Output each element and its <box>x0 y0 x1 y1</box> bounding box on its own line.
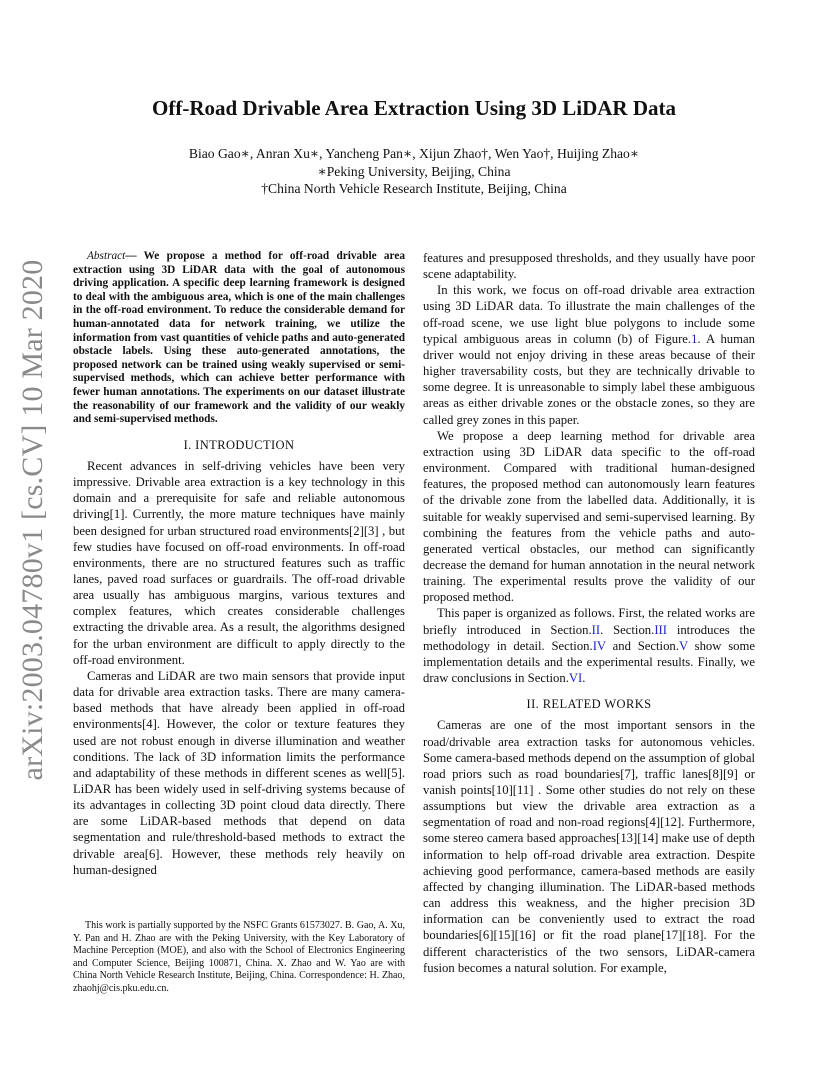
section-ref-link-v[interactable]: V <box>678 638 688 653</box>
section-ref-link-iii[interactable]: III <box>654 622 667 637</box>
related-works-paragraph-1: Cameras are one of the most important sensors in the road/drivable area extraction tasks for autonomous vehicles. Some camera-based methods depend on the assumption of global road priors such as road boundaries[7], traffic lanes[8][9] or vanish points[10][11] . Some other studies do not rely on these assumptions but view the drivable area extraction as a segmentation of road and non-road regions[4][12]. Furthermore, some stereo camera based approaches[13][14] make use of depth information to help off-road drivable area extraction. Despite achieving good performance, camera-based methods are easily affected by changing illumination. The LiDAR-based methods can address this weakness, and the higher precision 3D information can be conveniently used to extract the road boundaries[6][15][16] or fit the road plane[17][18]. For the different characteristics of the two sensors, LiDAR-camera fusion becomes a natural solution. For example, <box>423 718 755 975</box>
author-list: Biao Gao∗, Anran Xu∗, Yancheng Pan∗, Xijun Zhao†, Wen Yao†, Huijing Zhao∗ <box>188 146 640 161</box>
affiliation-peking: ∗Peking University, Beijing, China <box>317 164 511 179</box>
section-ref-link-vi[interactable]: VI <box>568 671 583 686</box>
right-column <box>423 250 755 976</box>
intro-paragraph-3 <box>423 282 755 427</box>
intro-p5-text-c: introduces the methodology in detail. Section. <box>423 622 755 653</box>
intro-p5-text-b: . Section. <box>600 622 655 637</box>
figure-ref-link[interactable]: 1 <box>691 331 698 346</box>
intro-paragraph-4: We propose a deep learning method for drivable area extraction using 3D LiDAR data specific to the off-road environment. Compared with traditional human-designed features, the proposed method can autonomously learn features of the drivable zone from the labelled data. Additionally, it is suitable for weakly supervised and semi-supervised learning. By combining the features from the vehicle paths and auto-generated vertical obstacles, our method can significantly decrease the demand for human annotation in the neural network training. The experimental results prove the validity of our proposed method. <box>423 428 755 605</box>
abstract-text: — We propose a method for off-road drivable area extraction using 3D LiDAR data with the goal of autonomous driving application. A specific deep learning framework is designed to deal with the ambiguous area, which is one of the main challenges in the off-road environment. To reduce the considerable demand for human-annotated data for network training, we utilize the information from vast quantities of vehicle paths and auto-generated obstacle labels. Using these auto-generated annotations, the proposed network can be trained using weakly supervised or semi-supervised methods, which can achieve better performance with fewer human annotations. The experiments on our dataset illustrate the reasonability of our framework and the validity of our weakly and semi-supervised methods. <box>73 250 405 426</box>
affiliation-cnvri: †China North Vehicle Research Institute, Beijing, China <box>261 181 567 196</box>
section-ref-link-iv[interactable]: IV <box>592 638 606 653</box>
intro-paragraph-2: Cameras and LiDAR are two main sensors that provide input data for drivable area extraction tasks. There are many camera-based methods that have already been applied in off-road environments[4]. However, the color or texture features they used are not robust enough in diverse illumination and weather conditions. The lack of 3D information limits the performance and adaptability of these methods in different scenes as well[5]. LiDAR has been widely used in self-driving systems because of its advantages in collecting 3D point cloud data directly. There are some LiDAR-based methods that depend on data segmentation and rule/threshold-based methods to extract the drivable area[6]. However, these methods rely heavily on human-designed <box>73 668 405 877</box>
paper-title: Off-Road Drivable Area Extraction Using 3D LiDAR Data <box>152 96 676 120</box>
abstract-label: Abstract <box>87 250 126 262</box>
intro-paragraph-2-continued: features and presupposed thresholds, and they usually have poor scene adaptability. <box>423 251 755 282</box>
section-heading-introduction: I. INTRODUCTION <box>183 437 295 452</box>
intro-paragraph-1: Recent advances in self-driving vehicles have been very impressive. Drivable area extraction is a key technology in this domain and a prerequisite for safe and reliable autonomous driving[1]. Currently, the more mature techniques have mainly been designed for urban structured road environments[2][3] , but few studies have focused on off-road environments. In off-road environments, there are no structured features such as traffic lanes, paved road surfaces or guardrails. The off-road drivable area usually has ambiguous margins, various textures and complex features, which creates considerable challenges extracting the drivable area. As a result, the algorithms designed for the urban environment are difficult to apply directly to the off-road environment. <box>73 458 405 667</box>
intro-p5-text-e: show some implementation details and the experimental results. Finally, we draw conclusions in Section. <box>423 638 755 686</box>
intro-p5-text-d: and Section. <box>605 638 679 653</box>
intro-p5-text-f: . <box>582 671 586 686</box>
arxiv-stamp <box>8 259 58 781</box>
intro-p3-text: In this work, we focus on off-road drivable area extraction using 3D LiDAR data. To illustrate the main challenges of the off-road scene, we use light blue polygons to include some typical ambiguous areas in column (b) of Figure. <box>423 283 755 346</box>
intro-p5-text-a: This paper is organized as follows. First, the related works are briefly introduced in Section. <box>423 606 755 637</box>
section-ref-link-ii[interactable]: II <box>591 622 601 637</box>
left-column <box>73 250 405 878</box>
arxiv-stamp-text: arXiv:2003.04780v1 [cs.CV] 10 Mar 2020 <box>16 259 49 781</box>
intro-p3-text-end: . A human driver would not enjoy driving in these areas because of their higher traversability costs, but they are technically drivable to some degree. It is unreasonable to simply label these ambiguous areas as either drivable zones or the obstacle zones, so they are called grey zones in this paper. <box>423 331 755 427</box>
footnote-text: This work is partially supported by the NSFC Grants 61573027. B. Gao, A. Xu, Y. Pan and H. Zhao are with the Peking University, with the Key Laboratory of Machine Perception (MOE), and also with the School of Electronics Engineering and Computer Science, Beijing 100871, China. X. Zhao and W. Yao are with China North Vehicle Research Institute, Beijing, China. Correspondence: H. Zhao, zhaohj@cis.pku.edu.cn. <box>73 920 405 994</box>
footnote <box>73 920 405 996</box>
abstract <box>73 250 405 427</box>
section-heading-related-works: II. RELATED WORKS <box>526 697 652 712</box>
intro-paragraph-5 <box>423 605 755 686</box>
